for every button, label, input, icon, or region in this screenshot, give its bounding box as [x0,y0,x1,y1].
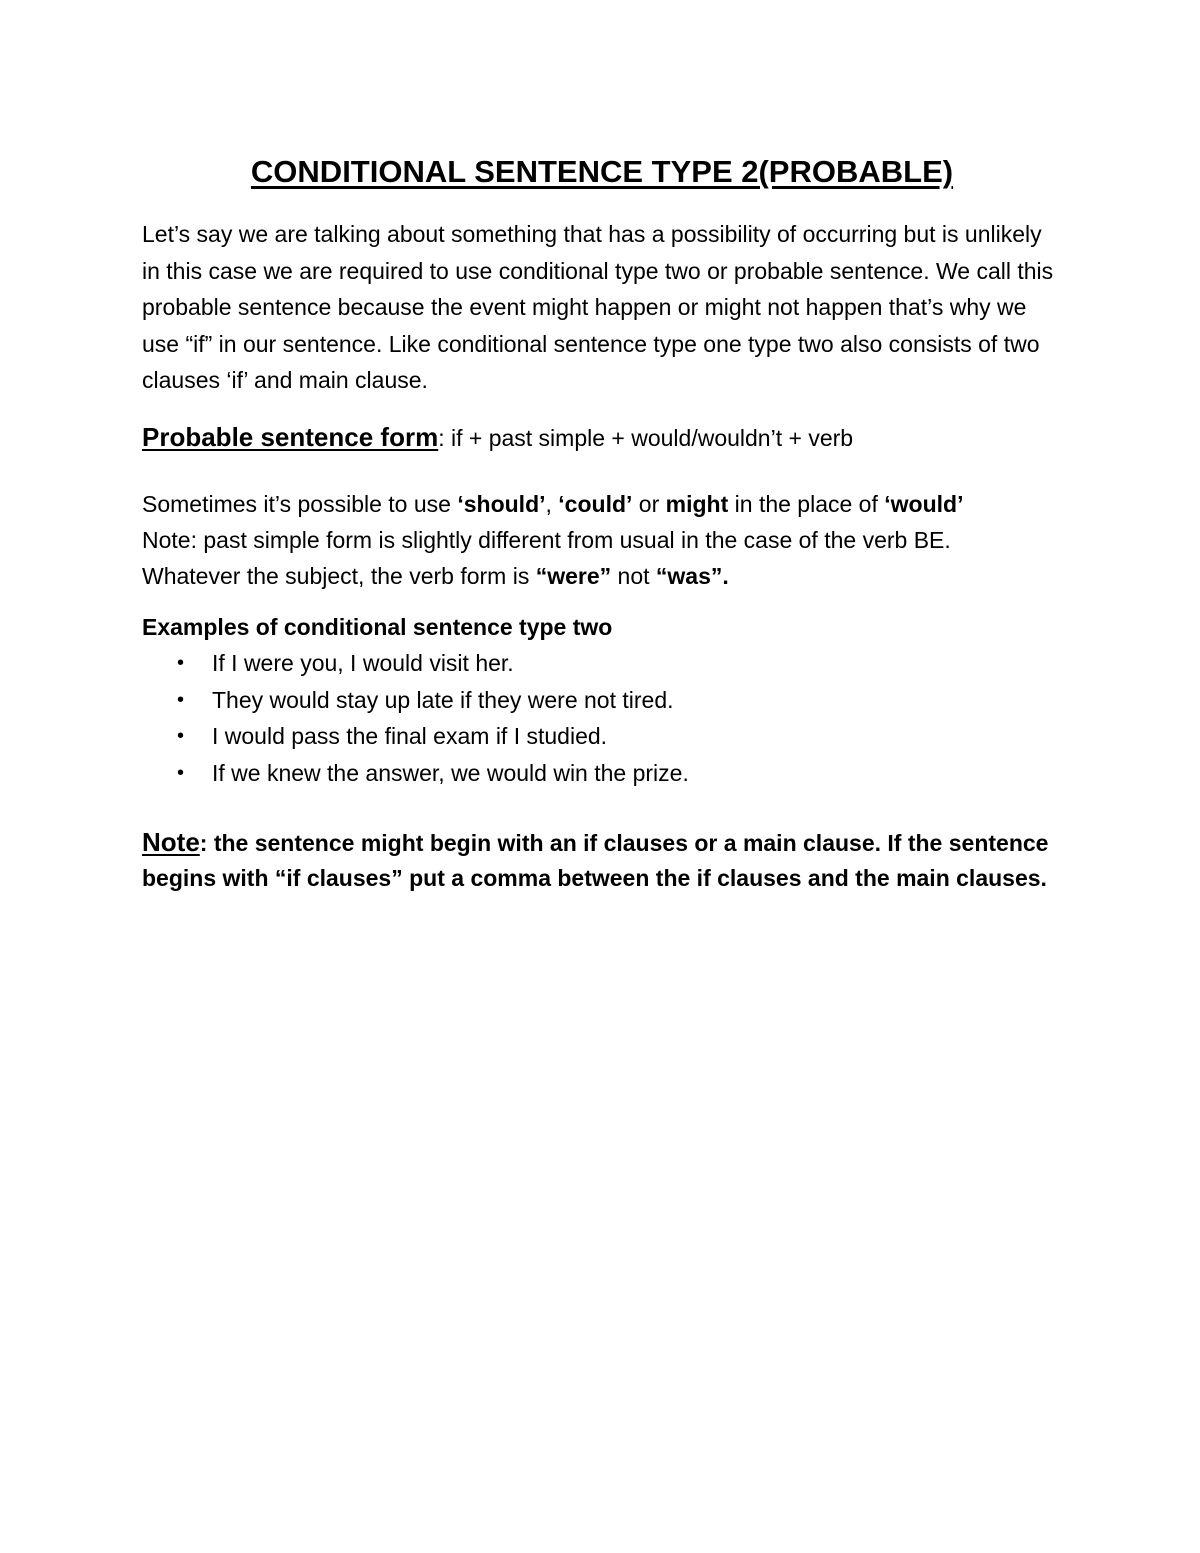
intro-paragraph: Let’s say we are talking about something that has a possibility of occurring but is unlikely in this case we are required to use conditional type two or probable sentence. We call this probable sentence because the event might happen or might not happen that’s why we use “if” in our sentence. Like conditional sentence type one type two also consists of two clauses ‘if’ and main clause. [142,221,1054,393]
final-note-text: : the sentence might begin with an if clauses or a main clause. If the sentence begins with “if clauses” put a comma between the if clauses and the main clauses. [142,830,1049,891]
list-item [142,718,1062,755]
document-title: CONDITIONAL SENTENCE TYPE 2(PROBABLE) [250,154,954,189]
verb-form-prefix: Whatever the subject, the verb form is [142,563,536,589]
modals-middle: in the place of [728,491,885,517]
modals-prefix: Sometimes it’s possible to use [142,491,458,517]
bullet-icon: • [177,688,185,711]
list-item [142,645,1062,682]
final-note [142,825,1062,895]
bullet-icon: • [177,725,185,747]
modal-should: ‘should’ [457,491,546,517]
verb-form-not: not [611,563,656,589]
examples-list [142,645,1062,791]
example-text: If we knew the answer, we would win the prize. [212,759,689,786]
modals-line [142,486,1062,522]
modal-could: ‘could’ [558,491,633,517]
verb-form-were: “were” [535,563,612,589]
examples-heading: Examples of conditional sentence type two [142,614,613,640]
sentence-form-label: Probable sentence form [142,421,439,452]
usage-notes [142,486,1062,594]
be-note-line: Note: past simple form is slightly different from usual in the case of the verb BE. [142,527,951,553]
example-text: I would pass the final exam if I studied. [212,723,608,749]
example-text: They would stay up late if they were not tired. [212,686,674,713]
sentence-form-colon: : [438,424,451,451]
modal-would: ‘would’ [884,491,964,517]
modals-comma: , [545,491,559,517]
modals-or: or [632,491,666,517]
list-item [142,682,1062,719]
sentence-form-line [142,419,1062,457]
bullet-icon: • [177,652,185,674]
verb-form-line [142,558,1062,594]
bullet-icon: • [177,761,185,784]
example-text: If I were you, I would visit her. [212,650,514,676]
list-item [142,755,1062,792]
document-content [142,150,1062,895]
final-note-label: Note [142,827,200,857]
verb-form-was: “was”. [655,563,729,589]
sentence-form-formula: if + past simple + would/wouldn’t + verb [450,424,854,451]
modal-might: might [665,491,729,517]
